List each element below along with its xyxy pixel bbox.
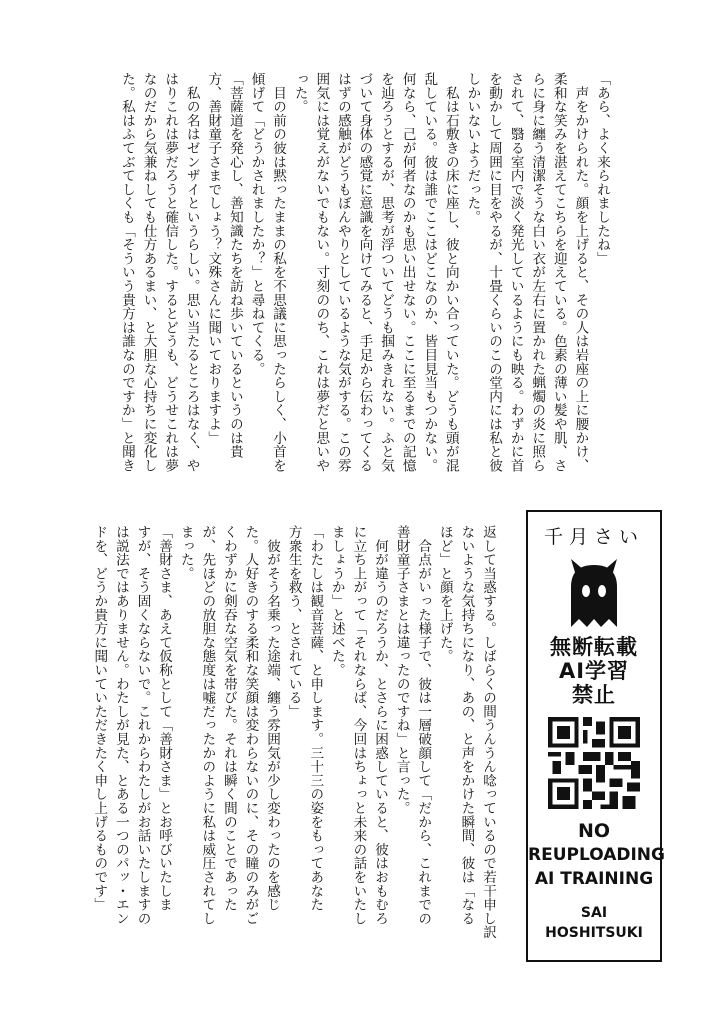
ghost-icon bbox=[551, 557, 637, 629]
author-name-en-line1: SAI bbox=[580, 905, 608, 921]
text-line: はずの感触がどうもぼんやりとしているような気がする。この雰 bbox=[334, 72, 351, 473]
text-line: 「善財さま、あえて仮称として「善財さま」とお呼びいたしま bbox=[156, 525, 173, 912]
text-line: 「あら、よく来られましたね」 bbox=[594, 72, 610, 266]
text-line: すが、そう固くならないで。これからわたしがお話いたしますの bbox=[134, 525, 151, 926]
text-line: 私の名はゼンザイというらしい。思い当たるところはなく、や bbox=[183, 72, 200, 473]
text-line: 囲気には覚えがないでもない。寸刻ののち、これは夢だと思いや bbox=[313, 72, 330, 473]
text-line: くわずかに剣吞な空気を帯びた。それは瞬く間のことであった bbox=[220, 525, 237, 912]
text-line: った。 bbox=[291, 72, 308, 114]
text-line: 声をかけられた。顔を上げると、その人は岩座の上に腰かけ、 bbox=[572, 72, 589, 473]
text-line: 傾げて「どうかされましたか？」と尋ねてくる。 bbox=[248, 72, 265, 376]
text-line: に立ち上がって「それならば、今回はちょっと未来の話をいたし bbox=[350, 525, 367, 926]
text-line: は説法ではありません。わたしが見た、とある一つのパッ・エン bbox=[112, 525, 129, 926]
qr-code-icon bbox=[548, 717, 640, 809]
text-line: 方、善財童子さまでしょう？文殊さんに聞いておりますよ」 bbox=[205, 72, 222, 445]
text-line: ほど」と顔を上げた。 bbox=[436, 525, 453, 663]
text-line: されて、翳る室内で淡く発光しているようにも映る。わずかに首 bbox=[507, 72, 524, 473]
body-text-top bbox=[110, 72, 612, 502]
body-text-bottom bbox=[91, 525, 498, 943]
text-line: 何が違うのだろうか、とさらに困惑していると、彼はおもむろ bbox=[372, 525, 389, 926]
text-line: 方衆生を救う、とされている」 bbox=[285, 525, 302, 719]
warning-en-line1: NO bbox=[577, 820, 611, 842]
text-line: 私は石敷きの床に座し、彼と向かい合っていた。どうも頭が混 bbox=[442, 72, 459, 473]
text-line: なのだから気兼ねしても仕方あるまい、と大胆な心持ちに変化し bbox=[140, 72, 157, 473]
text-line: らに身に纏う清潔そうな白い衣が左右に置かれた蝋燭の炎に照ら bbox=[529, 72, 546, 473]
text-line: が、先ほどの放胆な態度は嘘だったかのように私は威圧されてし bbox=[199, 525, 216, 926]
warning-en-line3: AI TRAINING bbox=[534, 869, 654, 889]
text-line: 「菩薩道を発心し、善知識たちを訪ね歩いているというのは貴 bbox=[226, 72, 243, 459]
text-line: 「わたしは観音菩薩、と申します。三十三の姿をもってあなた bbox=[307, 525, 324, 912]
text-line: 善財童子さまとは違ったのですね」と言った。 bbox=[393, 525, 410, 815]
text-line: ドを、どうか貴方に聞いていただきたく申し上げるものです」 bbox=[91, 525, 108, 912]
author-name-jp: 千月さい bbox=[543, 526, 644, 548]
text-line: を辿ろうとするが、思考が浮ついてどうも掴みきれない。ふと気 bbox=[378, 72, 395, 473]
text-line: 柔和な笑みを湛えてこちらを迎えている。色素の薄い髪や肌、さ bbox=[550, 72, 567, 473]
text-line: 合点がいった様子で、彼は一層破顔して「だから、これまでの bbox=[415, 525, 432, 926]
text-line: ましょうか」と述べた。 bbox=[328, 525, 345, 677]
text-line: 乱している。彼は誰でここはどこなのか、皆目見当もつかない。 bbox=[421, 72, 438, 473]
text-line: 何なら、己が何者なのかも思い出せない。ここに至るまでの記憶 bbox=[399, 72, 416, 473]
warning-jp-line3: 禁止 bbox=[572, 683, 616, 707]
warning-en-line2: REUPLOADING bbox=[528, 845, 665, 865]
text-line: た。私はふてぶてしくも「そういう貴方は誰なのですか」と聞き bbox=[118, 72, 135, 473]
text-line: はりこれは夢だろうと確信した。するとどうも、どうせこれは夢 bbox=[162, 72, 179, 473]
text-line: 返して当惑する。しばらくの間うんうん唸っているので若干申し訳 bbox=[480, 525, 496, 939]
warning-jp-line1: 無断転載 bbox=[550, 635, 638, 659]
text-line: ないような気持ちになり、あの、と声をかけた瞬間、彼は「なる bbox=[458, 525, 475, 926]
text-line: 彼がそう名乗った途端、纏う雰囲気が少し変わったのを感じ bbox=[264, 525, 281, 912]
text-line: を動かして周囲に目をやるが、十畳くらいのこの堂内には私と彼 bbox=[486, 72, 503, 473]
text-line: 目の前の彼は黙ったままの私を不思議に思ったらしく、小首を bbox=[270, 72, 287, 473]
text-line: しかいないようだった。 bbox=[464, 72, 481, 224]
text-line: まった。 bbox=[177, 525, 194, 581]
warning-jp-line2: AI学習 bbox=[558, 659, 630, 683]
text-line: た。人好きのする柔和な笑顔は変わらないのに、その瞳のみがご bbox=[242, 525, 259, 926]
no-reupload-notice bbox=[526, 510, 665, 962]
text-line: づいて身体の感覚に意識を向けてみると、手足から伝わってくる bbox=[356, 72, 373, 473]
author-name-en-line2: HOSHITSUKI bbox=[545, 925, 643, 941]
